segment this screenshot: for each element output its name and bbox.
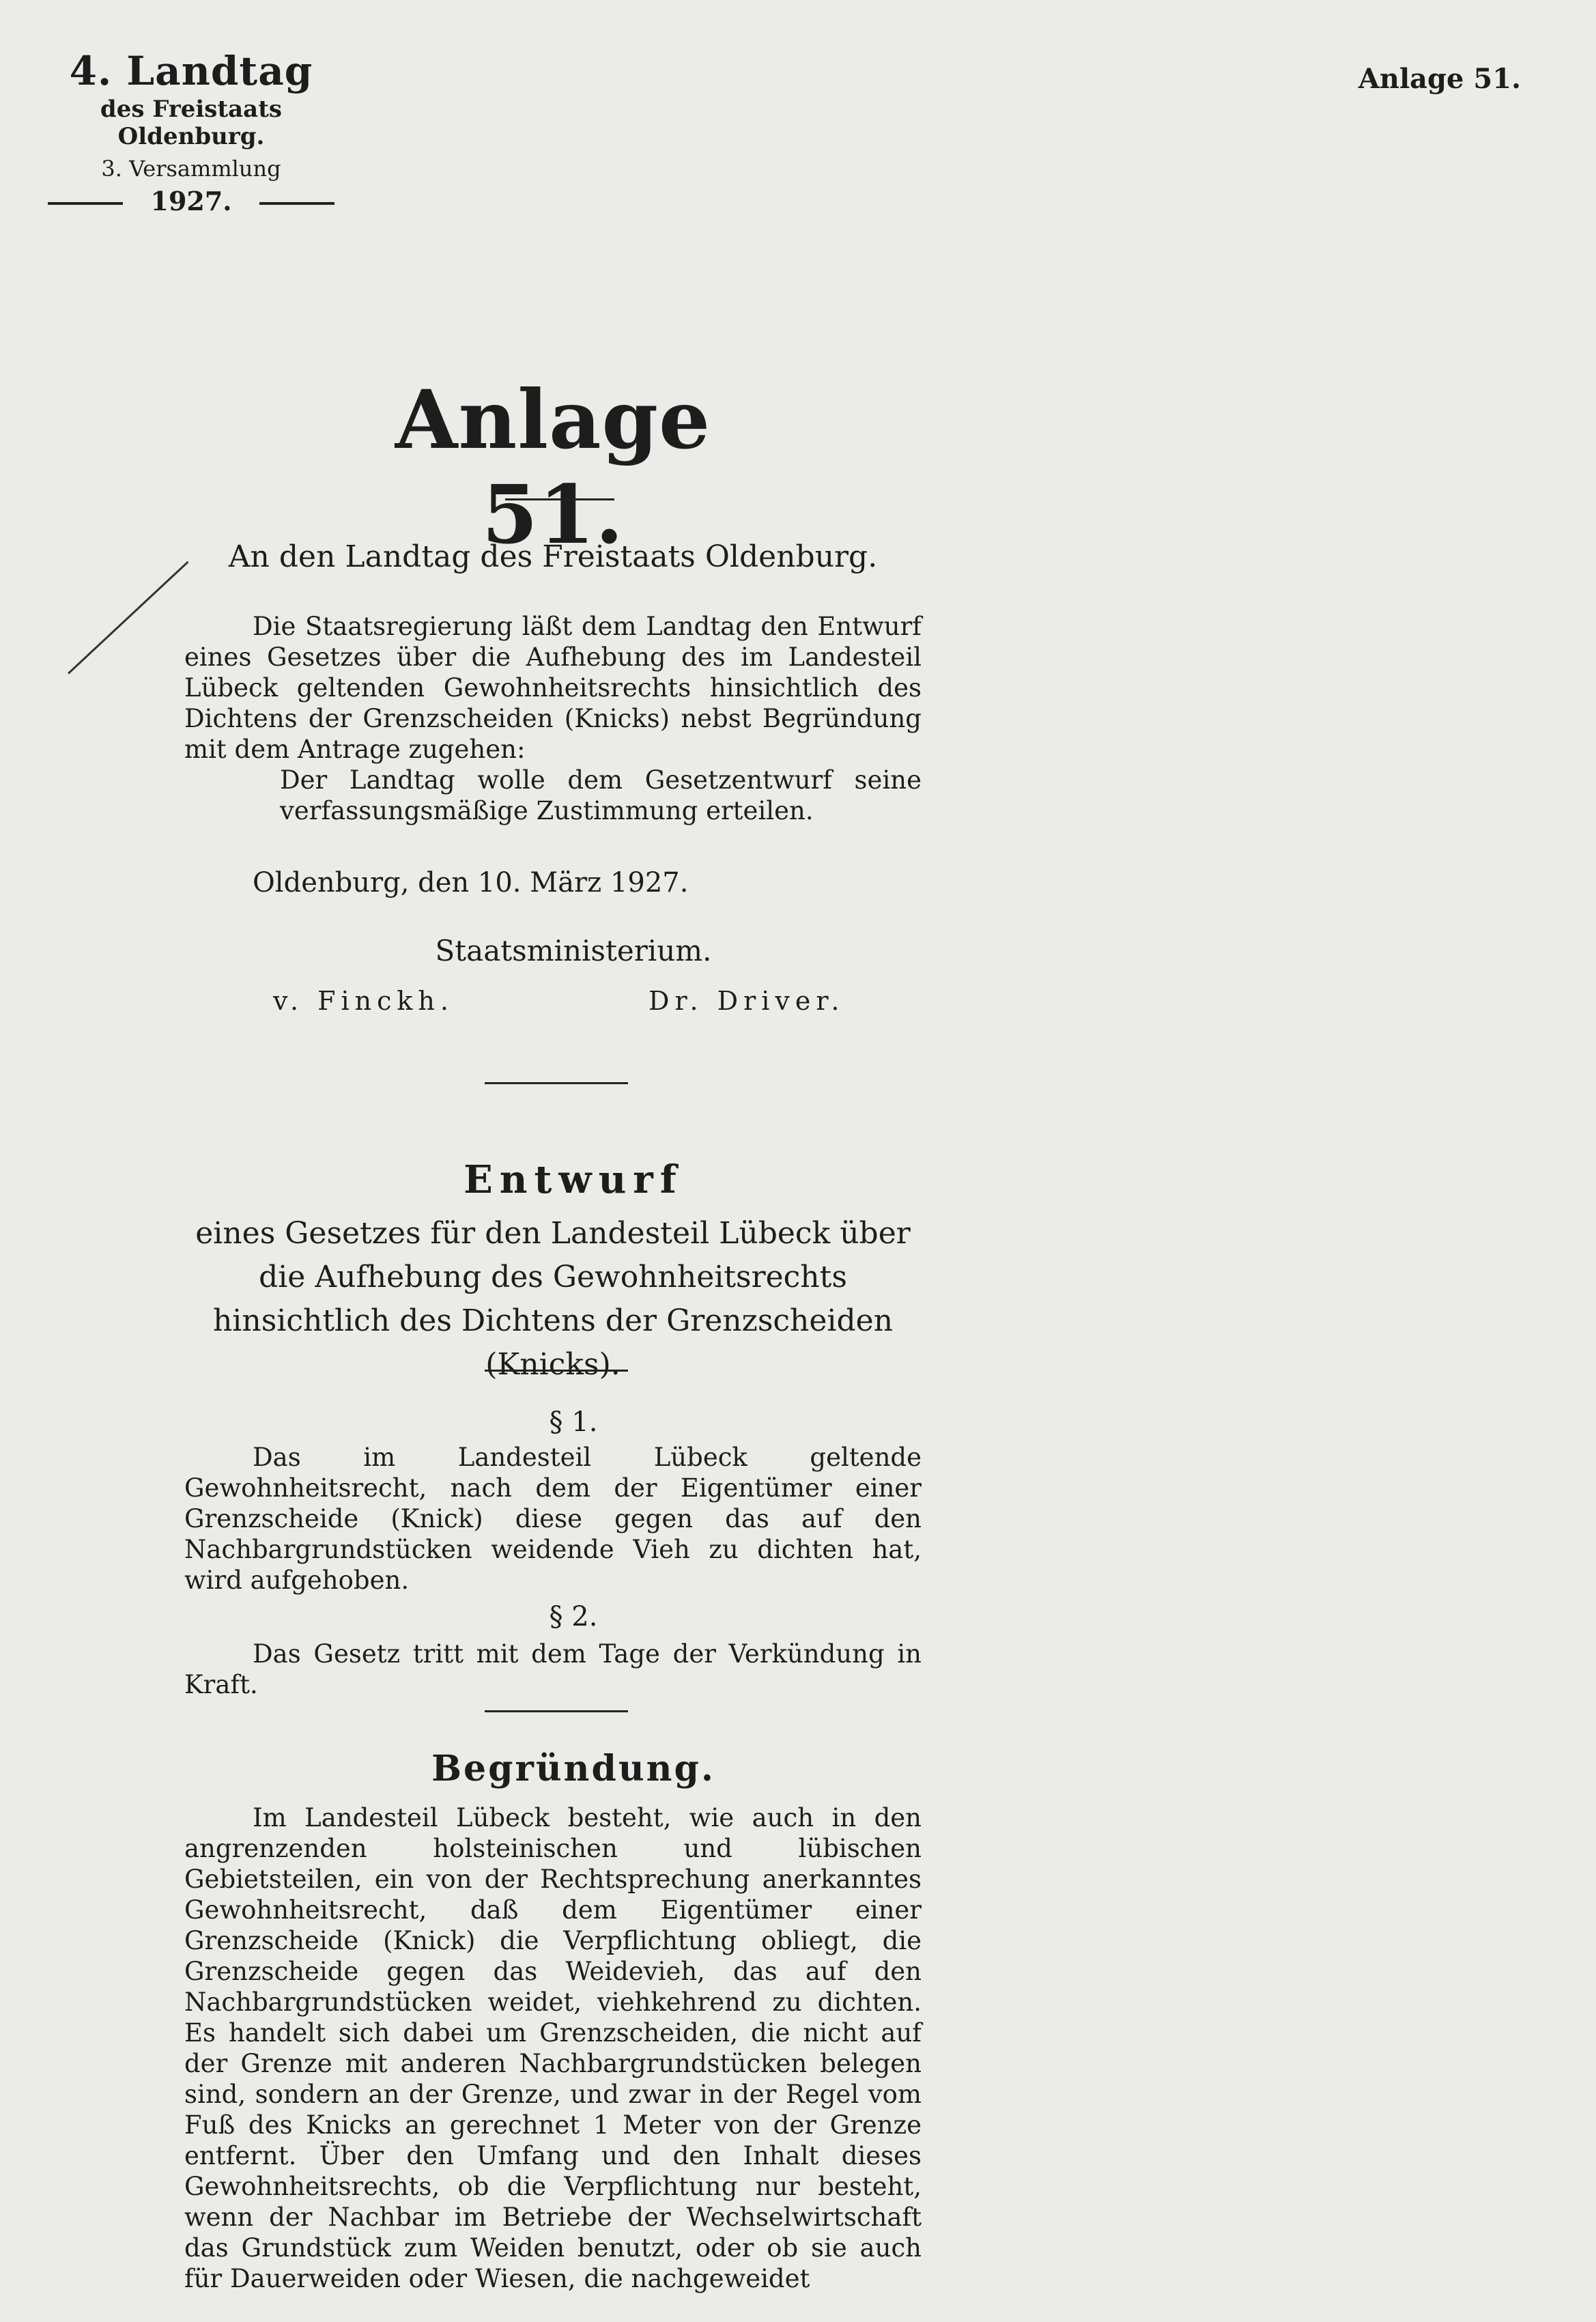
margin-stroke <box>68 561 189 675</box>
header-landtag: 4. Landtag <box>69 48 313 94</box>
section-1-text: Das im Landesteil Lübeck geltende Gewohnheitsrecht, nach dem der Eigentümer einer Grenzscheide (Knick) diese gegen das auf den Nachbargrundstücken weidende Vieh zu dichten hat, wird aufgehoben. <box>184 1443 922 1595</box>
signature-right: Dr. Driver. <box>649 986 845 1016</box>
divider <box>485 1710 628 1712</box>
begruendung-title: Begründung. <box>431 1748 715 1789</box>
begruendung-paragraph <box>184 1802 922 2294</box>
divider <box>505 498 614 500</box>
intro-text: Die Staatsregierung läßt dem Landtag den Entwurf eines Gesetzes über die Aufhebung des im Landesteil Lübeck geltenden Gewohnheitsrechts hinsichtlich des Dichtens der Grenzscheiden (Knicks) nebst Begründung mit dem Antrage zugehen: <box>184 612 922 764</box>
page-title: Anlage 51. <box>395 372 711 562</box>
section-text <box>184 1442 922 1596</box>
divider <box>485 1370 628 1372</box>
ministerium: Staatsministerium. <box>435 934 712 967</box>
header-freistaat: des Freistaats Oldenburg. <box>100 96 283 150</box>
divider <box>485 1082 628 1084</box>
section-2-text: Das Gesetz tritt mit dem Tage der Verkündung in Kraft. <box>184 1639 922 1699</box>
section-text <box>184 1639 922 1700</box>
date-line: Oldenburg, den 10. März 1927. <box>253 867 689 898</box>
header-anlage-ref: Anlage 51. <box>1358 63 1521 95</box>
address-line: An den Landtag des Freistaats Oldenburg. <box>228 539 878 574</box>
intro-request: Der Landtag wolle dem Gesetzentwurf seine verfassungsmäßige Zustimmung erteilen. <box>280 765 922 825</box>
header-year: 1927. <box>41 186 341 216</box>
entwurf-subtitle: eines Gesetzes für den Landesteil Lübeck über die Aufhebung des Gewohnheitsrechts hinsichtlich des Dichtens der Grenzscheiden (Knicks). <box>195 1216 911 1382</box>
begruendung-text: Im Landesteil Lübeck besteht, wie auch in den angrenzenden holsteinischen und lübischen Gebietsteilen, ein von der Rechtsprechung anerkanntes Gewohnheitsrecht, daß dem Eigentümer einer Grenzscheide (Knick) die Verpflichtung obliegt, die Grenzscheide gegen das Weidevieh, das auf den Nachbargrundstücken weidet, viehkehrend zu dichten. Es handelt sich dabei um Grenzscheiden, die nicht auf der Grenze mit anderen Nachbargrundstücken belegen sind, sondern an der Grenze, und zwar in der Regel vom Fuß des Knicks an gerechnet 1 Meter von der Grenze entfernt. Über den Umfang und den Inhalt dieses Gewohnheitsrechts, ob die Verpflichtung nur besteht, wenn der Nachbar im Betriebe der Wechselwirtschaft das Grundstück zum Weiden benutzt, oder ob sie auch für Dauerweiden oder Wiesen, die nachgeweidet <box>184 1803 922 2293</box>
section-number: § 2. <box>549 1601 598 1632</box>
header-block <box>41 48 341 216</box>
signature-left: v. Finckh. <box>273 986 454 1016</box>
header-versammlung: 3. Versammlung <box>101 156 281 182</box>
entwurf-title: Entwurf <box>464 1157 683 1202</box>
intro-paragraph <box>184 611 922 826</box>
section-number: § 1. <box>549 1406 598 1438</box>
